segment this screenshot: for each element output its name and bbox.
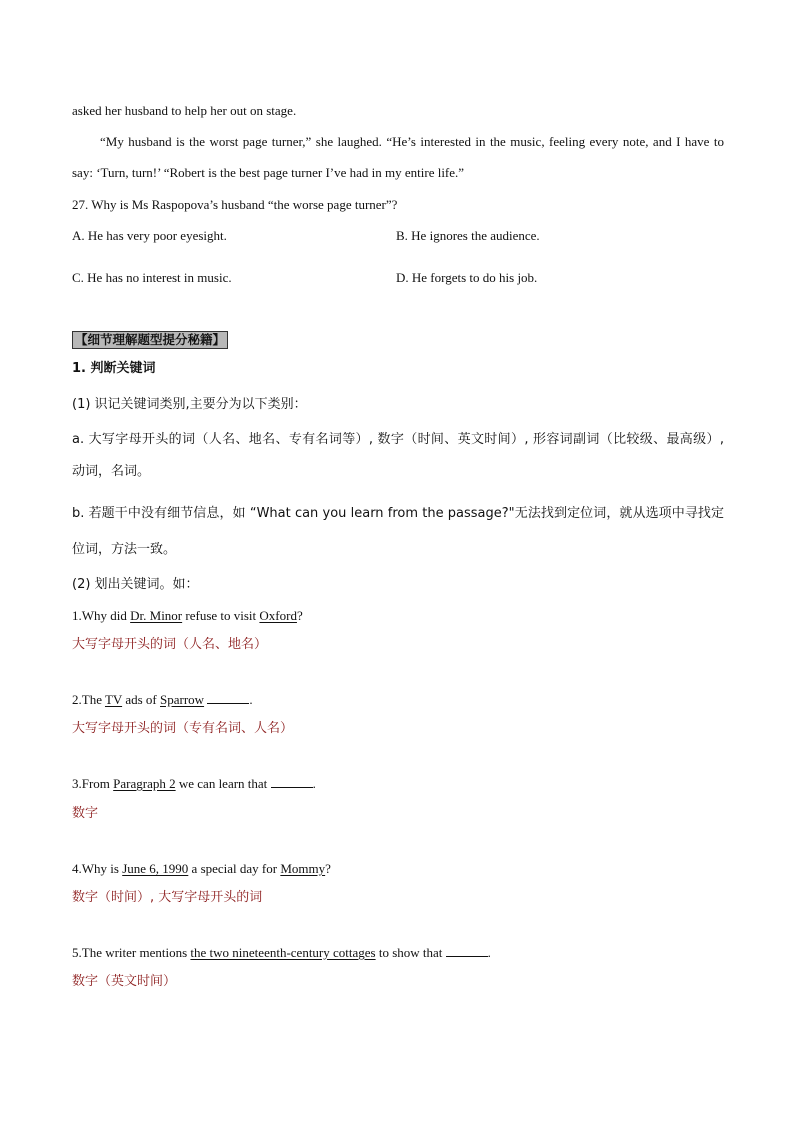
example-question <box>72 861 331 877</box>
example-note: 大写字母开头的词（专有名词、人名） <box>72 721 294 736</box>
example-note: 数字 <box>72 806 99 821</box>
answer-blank <box>446 945 488 957</box>
answer-blank <box>271 776 313 788</box>
option-b: B. He ignores the audience. <box>396 228 540 243</box>
keyword-underlined: Mommy <box>280 861 326 876</box>
keyword-underlined: the two nineteenth-century cottages <box>190 945 376 960</box>
keyword-underlined: Dr. Minor <box>130 608 183 623</box>
example-text: . <box>312 776 316 791</box>
keyword-underlined: Oxford <box>259 608 297 623</box>
keyword-underlined: June 6, 1990 <box>122 861 189 876</box>
step2-subtitle: (2) 划出关键词。如： <box>72 577 199 592</box>
question-text: 27. Why is Ms Raspopova’s husband “the worse page turner”? <box>72 197 398 212</box>
step1-title: 1. 判断关键词 <box>72 361 156 376</box>
keyword-underlined: TV <box>104 692 123 707</box>
example-text: ? <box>325 861 331 876</box>
example-question <box>72 608 303 624</box>
option-d: D. He forgets to do his job. <box>396 270 538 285</box>
keyword-underlined: Sparrow <box>160 692 205 707</box>
example-note: 数字（时间）, 大写字母开头的词 <box>72 890 263 905</box>
passage-line: asked her husband to help her out on stage. <box>72 103 297 118</box>
keyword-underlined: Paragraph 2 <box>113 776 176 791</box>
option-a: A. He has very poor eyesight. <box>72 228 227 243</box>
example-question <box>72 692 253 708</box>
example-text: 2.The <box>72 692 105 707</box>
answer-blank <box>207 692 249 704</box>
example-question <box>72 945 491 961</box>
example-text: 3.From <box>72 776 114 791</box>
option-c: C. He has no interest in music. <box>72 270 232 285</box>
example-note: 大写字母开头的词（人名、地名） <box>72 637 268 652</box>
example-text: ads of <box>122 692 161 707</box>
item-a: a. 大写字母开头的词（人名、地名、专有名词等）, 数字（时间、英文时间）, 形容词副词（比较级、最高级）, 动词，名词。 <box>72 432 724 479</box>
example-text: . <box>487 945 491 960</box>
example-text: ? <box>296 608 303 623</box>
example-text: 1.Why did <box>72 608 131 623</box>
example-text: a special day for <box>188 861 281 876</box>
example-note: 数字（英文时间） <box>72 974 177 989</box>
passage-paragraph: “My husband is the worst page turner,” she laughed. “He’s interested in the music, feeling every note, and I have to say: ‘Turn, turn!’ “Robert is the best page turner I’ve had in my entire life.” <box>72 134 724 180</box>
example-text: 5.The writer mentions <box>72 945 191 960</box>
tips-heading: 【细节理解题型提分秘籍】 <box>72 331 228 349</box>
example-text: 4.Why is <box>72 861 123 876</box>
example-text: . <box>249 692 253 707</box>
example-question <box>72 776 316 792</box>
item-b: b. 若题干中没有细节信息，如 “What can you learn from the passage?"无法找到定位词，就从选项中寻找定位词，方法一致。 <box>72 506 724 557</box>
example-text: we can learn that <box>175 776 271 791</box>
example-text: to show that <box>375 945 446 960</box>
example-text: refuse to visit <box>182 608 260 623</box>
step1-subtitle: (1) 识记关键词类别,主要分为以下类别： <box>72 397 307 412</box>
